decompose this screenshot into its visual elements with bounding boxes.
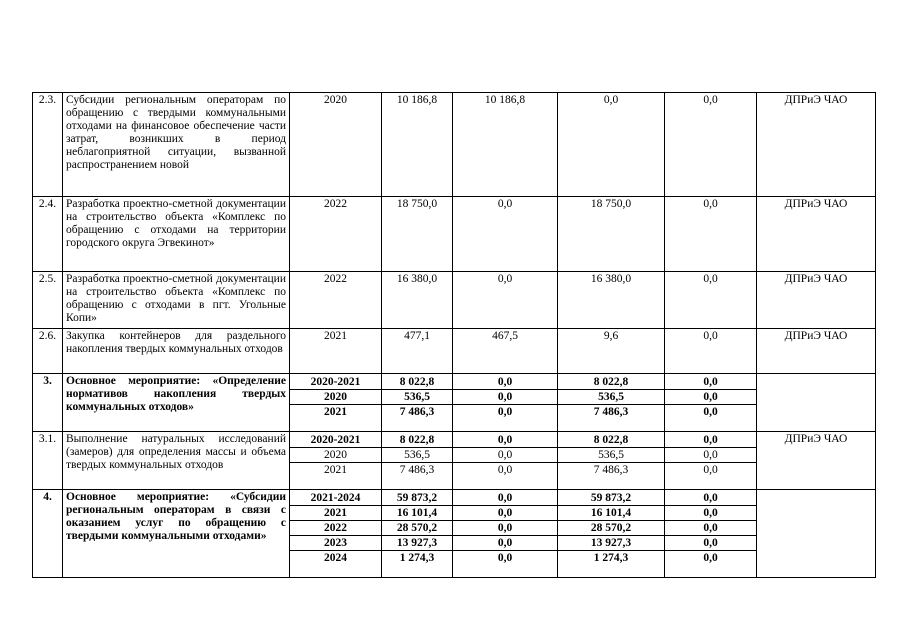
funding-cell-3 xyxy=(665,374,757,432)
funding-cell-3 xyxy=(665,432,757,490)
table-row xyxy=(33,329,876,374)
year-cell-value: 2020 xyxy=(290,448,381,463)
funding-cell-3-value: 0,0 xyxy=(665,433,756,448)
funding-cell-1-value: 0,0 xyxy=(453,390,557,405)
funding-cell-1 xyxy=(453,329,558,374)
year-cell-value: 2022 xyxy=(324,273,347,285)
responsible-agency: ДПРиЭ ЧАО xyxy=(757,329,876,374)
total-cell-value: 13 927,3 xyxy=(382,536,452,551)
total-cell-value: 18 750,0 xyxy=(396,198,438,210)
year-cell xyxy=(290,329,382,374)
year-cell-value: 2020 xyxy=(290,390,381,405)
year-cell-value: 2022 xyxy=(290,521,381,536)
responsible-agency: ДПРиЭ ЧАО xyxy=(757,272,876,329)
funding-cell-2 xyxy=(558,329,665,374)
funding-cell-3 xyxy=(665,490,757,578)
year-cell-value: 2022 xyxy=(324,198,347,210)
funding-cell-1-value: 10 186,8 xyxy=(484,94,526,106)
row-description: Разработка проектно-сметной документации на строительство объекта «Комплекс по обращению с отходами в пгт. Угольные Копи» xyxy=(63,272,290,329)
funding-cell-2-value: 1 274,3 xyxy=(593,552,629,564)
funding-cell-1 xyxy=(453,432,558,490)
funding-cell-2-value: 16 380,0 xyxy=(590,273,632,285)
funding-cell-1 xyxy=(453,272,558,329)
funding-cell-1-value: 0,0 xyxy=(453,536,557,551)
funding-cell-1 xyxy=(453,197,558,272)
funding-cell-2 xyxy=(558,93,665,197)
funding-cell-2-value: 18 750,0 xyxy=(590,198,632,210)
year-cell xyxy=(290,374,382,432)
funding-cell-2 xyxy=(558,490,665,578)
year-cell-value: 2021 xyxy=(324,464,347,476)
total-cell xyxy=(382,374,453,432)
funding-cell-2-value: 28 570,2 xyxy=(558,521,664,536)
row-description: Закупка контейнеров для раздельного накопления твердых коммунальных отходов xyxy=(63,329,290,374)
row-description: Субсидии региональным операторам по обращению с твердыми коммунальными отходами на финансовое обеспечение части затрат, возникших в период неблагоприятной ситуации, вызванной распространением новой xyxy=(63,93,290,197)
funding-cell-1 xyxy=(453,93,558,197)
funding-cell-1-value: 0,0 xyxy=(453,375,557,390)
funding-cell-3-value: 0,0 xyxy=(703,273,718,285)
year-cell-value: 2020 xyxy=(324,94,347,106)
funding-cell-3-value: 0,0 xyxy=(703,198,718,210)
funding-cell-3 xyxy=(665,272,757,329)
total-cell xyxy=(382,490,453,578)
year-cell-value: 2023 xyxy=(290,536,381,551)
funding-cell-1-value: 0,0 xyxy=(497,406,513,418)
funding-cell-3-value: 0,0 xyxy=(665,375,756,390)
year-cell-value: 2020-2021 xyxy=(290,433,381,448)
total-cell xyxy=(382,329,453,374)
row-number: 2.4. xyxy=(33,197,63,272)
total-cell-value: 8 022,8 xyxy=(382,375,452,390)
total-cell-value: 1 274,3 xyxy=(399,552,435,564)
funding-cell-2-value: 8 022,8 xyxy=(558,433,664,448)
responsible-agency: ДПРиЭ ЧАО xyxy=(757,432,876,490)
funding-cell-3-value: 0,0 xyxy=(665,506,756,521)
funding-cell-2 xyxy=(558,272,665,329)
funding-cell-3-value: 0,0 xyxy=(665,390,756,405)
funding-cell-2-value: 16 101,4 xyxy=(558,506,664,521)
table-row xyxy=(33,490,876,578)
funding-cell-1-value: 0,0 xyxy=(453,521,557,536)
funding-cell-2-value: 8 022,8 xyxy=(558,375,664,390)
funding-cell-2-value: 9,6 xyxy=(603,330,619,342)
funding-cell-2 xyxy=(558,432,665,490)
funding-cell-1 xyxy=(453,490,558,578)
responsible-agency xyxy=(757,374,876,432)
program-table xyxy=(32,92,876,578)
funding-cell-2-value: 536,5 xyxy=(558,448,664,463)
funding-cell-1-value: 0,0 xyxy=(497,273,513,285)
row-description: Основное мероприятие: «Определение нормативов накопления твердых коммунальных отходов» xyxy=(63,374,290,432)
responsible-agency: ДПРиЭ ЧАО xyxy=(757,197,876,272)
funding-cell-3-value: 0,0 xyxy=(703,552,718,564)
total-cell-value: 7 486,3 xyxy=(399,464,435,476)
responsible-agency xyxy=(757,490,876,578)
year-cell xyxy=(290,432,382,490)
row-description: Разработка проектно-сметной документации на строительство объекта «Комплекс по обращению с отходами на территории городского округа Эгвекинот» xyxy=(63,197,290,272)
row-number: 3.1. xyxy=(33,432,63,490)
year-cell-value: 2020-2021 xyxy=(290,375,381,390)
funding-cell-1 xyxy=(453,374,558,432)
row-number: 2.6. xyxy=(33,329,63,374)
funding-cell-1-value: 0,0 xyxy=(453,491,557,506)
funding-cell-2-value: 7 486,3 xyxy=(593,464,629,476)
total-cell-value: 8 022,8 xyxy=(382,433,452,448)
table-row xyxy=(33,272,876,329)
responsible-agency: ДПРиЭ ЧАО xyxy=(757,93,876,197)
row-number: 3. xyxy=(33,374,63,432)
total-cell xyxy=(382,432,453,490)
year-cell-value: 2021 xyxy=(290,506,381,521)
year-cell xyxy=(290,93,382,197)
funding-cell-2 xyxy=(558,197,665,272)
table-row xyxy=(33,374,876,432)
funding-cell-2-value: 536,5 xyxy=(558,390,664,405)
funding-cell-3 xyxy=(665,329,757,374)
funding-cell-3-value: 0,0 xyxy=(703,94,718,106)
year-cell xyxy=(290,272,382,329)
row-number: 2.3. xyxy=(33,93,63,197)
row-number: 4. xyxy=(33,490,63,578)
total-cell-value: 59 873,2 xyxy=(382,491,452,506)
row-description: Основное мероприятие: «Субсидии региональным операторам в связи с оказанием услуг по обращению с твердыми коммунальными отходами» xyxy=(63,490,290,578)
table-row xyxy=(33,93,876,197)
total-cell-value: 10 186,8 xyxy=(396,94,438,106)
funding-cell-3-value: 0,0 xyxy=(703,406,718,418)
funding-cell-3 xyxy=(665,197,757,272)
funding-cell-3 xyxy=(665,93,757,197)
funding-cell-1-value: 0,0 xyxy=(453,433,557,448)
funding-cell-2-value: 0,0 xyxy=(603,94,619,106)
year-cell-value: 2021-2024 xyxy=(290,491,381,506)
row-description: Выполнение натуральных исследований (замеров) для определения массы и объема твердых коммунальных отходов xyxy=(63,432,290,490)
total-cell-value: 16 101,4 xyxy=(382,506,452,521)
table-row xyxy=(33,432,876,490)
total-cell-value: 7 486,3 xyxy=(399,406,435,418)
funding-cell-1-value: 0,0 xyxy=(453,506,557,521)
total-cell xyxy=(382,197,453,272)
total-cell-value: 536,5 xyxy=(382,390,452,405)
year-cell xyxy=(290,490,382,578)
funding-cell-1-value: 0,0 xyxy=(453,448,557,463)
funding-cell-3-value: 0,0 xyxy=(665,448,756,463)
year-cell-value: 2021 xyxy=(324,330,347,342)
total-cell xyxy=(382,93,453,197)
funding-cell-1-value: 0,0 xyxy=(497,464,513,476)
total-cell xyxy=(382,272,453,329)
funding-cell-2-value: 59 873,2 xyxy=(558,491,664,506)
table-row xyxy=(33,197,876,272)
year-cell-value: 2024 xyxy=(324,552,347,564)
year-cell xyxy=(290,197,382,272)
total-cell-value: 536,5 xyxy=(382,448,452,463)
total-cell-value: 28 570,2 xyxy=(382,521,452,536)
total-cell-value: 16 380,0 xyxy=(396,273,438,285)
funding-cell-2 xyxy=(558,374,665,432)
year-cell-value: 2021 xyxy=(324,406,347,418)
funding-cell-3-value: 0,0 xyxy=(703,330,718,342)
funding-cell-1-value: 0,0 xyxy=(497,552,513,564)
funding-cell-3-value: 0,0 xyxy=(703,464,718,476)
funding-cell-2-value: 7 486,3 xyxy=(593,406,629,418)
funding-cell-1-value: 0,0 xyxy=(497,198,513,210)
row-number: 2.5. xyxy=(33,272,63,329)
funding-cell-3-value: 0,0 xyxy=(665,521,756,536)
total-cell-value: 477,1 xyxy=(404,330,430,342)
funding-cell-3-value: 0,0 xyxy=(665,536,756,551)
funding-cell-2-value: 13 927,3 xyxy=(558,536,664,551)
funding-cell-1-value: 467,5 xyxy=(492,330,518,342)
funding-cell-3-value: 0,0 xyxy=(665,491,756,506)
